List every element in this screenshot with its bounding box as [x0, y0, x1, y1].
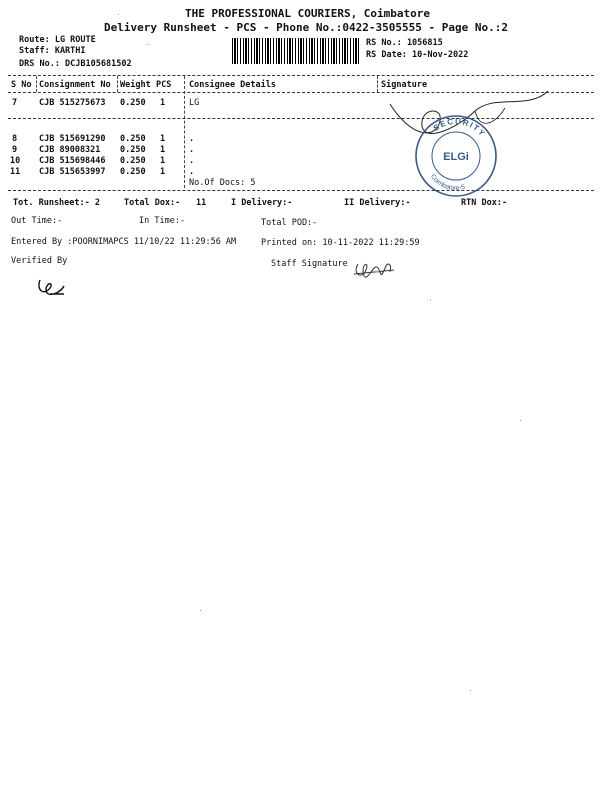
col-header-pcs: PCS — [156, 80, 172, 90]
staff-signature-label: Staff Signature — [271, 259, 348, 269]
barcode — [232, 38, 360, 64]
table-row-weight: 0.250 — [120, 98, 146, 108]
entered-by: Entered By :POORNIMAPCS 11/10/22 11:29:56 AM — [11, 237, 237, 247]
table-row-details: LG — [189, 98, 200, 108]
speck — [147, 44, 148, 45]
table-row-consignment: CJB 515653997 — [39, 167, 106, 177]
runsheet-subtitle: Delivery Runsheet - PCS - Phone No.:0422-3505555 - Page No.:2 — [104, 21, 508, 34]
rtn-dox: RTN Dox:- — [461, 198, 508, 208]
ii-delivery: II Delivery:- — [344, 198, 411, 208]
speck — [520, 420, 521, 421]
in-time: In Time:- — [139, 216, 186, 226]
route-label: Route: LG ROUTE — [19, 35, 96, 45]
table-row-weight: 0.250 — [120, 156, 146, 166]
table-row-sno: 11 — [10, 167, 21, 177]
table-row-consignment: CJB 515698446 — [39, 156, 106, 166]
table-row-details: . — [189, 145, 195, 155]
rs-number: RS No.: 1056815 — [366, 38, 443, 48]
col-divider — [377, 76, 378, 92]
table-row-consignment: CJB 515275673 — [39, 98, 106, 108]
total-dox-value: 11 — [196, 198, 207, 208]
printed-on: Printed on: 10-11-2022 11:29:59 — [261, 238, 420, 248]
verified-by: Verified By — [11, 256, 68, 266]
drs-number: DRS No.: DCJB105681502 — [19, 59, 132, 69]
col-header-consignment: Consignment No — [39, 80, 111, 90]
table-row-sno: 9 — [12, 145, 18, 155]
table-bottom-rule — [8, 190, 594, 191]
stamp-logo: ELGi — [443, 151, 469, 163]
table-row-consignment: CJB 515691290 — [39, 134, 106, 144]
table-row-sno: 7 — [12, 98, 18, 108]
col-header-sno: S No — [11, 80, 32, 90]
table-row-details: . — [189, 156, 195, 166]
no-of-docs: No.Of Docs: 5 — [189, 178, 256, 188]
company-title: THE PROFESSIONAL COURIERS, Coimbatore — [185, 7, 431, 20]
table-row-consignment: CJB 89008321 — [39, 145, 101, 155]
table-row-pcs: 1 — [160, 98, 166, 108]
staff-signature-icon — [350, 254, 396, 286]
total-pod: Total POD:- — [261, 218, 318, 228]
col-header-consignee: Consignee Details — [189, 80, 276, 90]
rs-date: RS Date: 10-Nov-2022 — [366, 50, 469, 60]
speck — [430, 300, 431, 301]
staff-label: Staff: KARTHI — [19, 46, 86, 56]
col-divider — [36, 76, 37, 92]
header-rule-top — [8, 75, 594, 76]
table-row-sno: 8 — [12, 134, 18, 144]
table-row-details: . — [189, 134, 195, 144]
verifier-signature-icon — [34, 276, 70, 300]
i-delivery: I Delivery:- — [231, 198, 293, 208]
col-header-weight: Weight — [120, 80, 151, 90]
col-header-signature: Signature — [381, 80, 428, 90]
speck — [118, 14, 119, 15]
table-row-pcs: 1 — [160, 156, 166, 166]
col-divider — [184, 76, 185, 188]
col-divider — [117, 76, 118, 92]
table-row-weight: 0.250 — [120, 145, 146, 155]
stamp-text-top: SECURITY — [431, 116, 488, 139]
table-row-weight: 0.250 — [120, 134, 146, 144]
table-row-pcs: 1 — [160, 134, 166, 144]
table-row-pcs: 1 — [160, 145, 166, 155]
table-row-pcs: 1 — [160, 167, 166, 177]
out-time: Out Time:- — [11, 216, 63, 226]
table-row-sno: 10 — [10, 156, 21, 166]
table-row-details: . — [189, 167, 195, 177]
security-stamp-icon — [412, 112, 500, 200]
tot-runsheet: Tot. Runsheet:- 2 — [13, 198, 100, 208]
table-row-weight: 0.250 — [120, 167, 146, 177]
speck — [200, 610, 201, 611]
stamp-text-bottom: Coimbatore-5 — [428, 173, 466, 193]
speck — [470, 690, 471, 691]
total-dox-label: Total Dox:- — [124, 198, 181, 208]
